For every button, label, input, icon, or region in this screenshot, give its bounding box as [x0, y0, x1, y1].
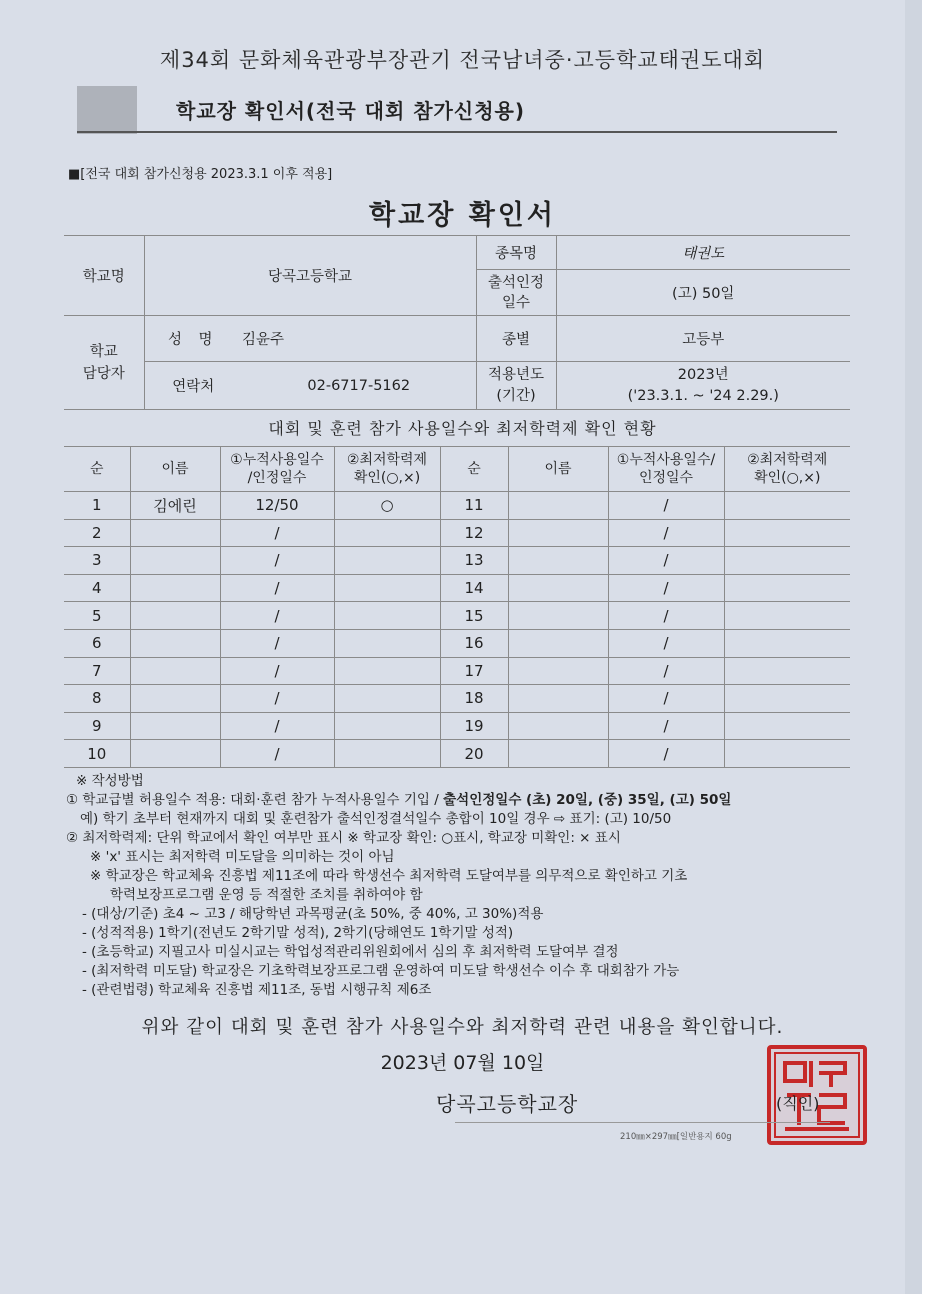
- row-no: 2: [64, 519, 130, 547]
- row-days: /: [220, 712, 334, 740]
- table-header-row: [64, 447, 850, 492]
- table-row: [64, 629, 850, 657]
- header-name-2: 이름: [508, 447, 608, 492]
- row-min-2: [724, 712, 850, 740]
- header-no-2: 순: [440, 447, 508, 492]
- header-min-2: ②최저학력제 확인(○,×): [724, 447, 850, 492]
- manager-name-label: 성 명: [144, 316, 242, 362]
- row-min-2: [724, 629, 850, 657]
- row-name: [130, 574, 220, 602]
- category-value: 고등부: [556, 316, 850, 362]
- row-min-2: [724, 602, 850, 630]
- header-days-2: ①누적사용일수/ 인정일수: [608, 447, 724, 492]
- row-name-2: [508, 740, 608, 768]
- row-days: /: [220, 657, 334, 685]
- row-days-2: /: [608, 712, 724, 740]
- row-name-2: [508, 547, 608, 575]
- row-days: /: [220, 574, 334, 602]
- note-5: - (대상/기준) 초4 ~ 고3 / 해당학년 과목평균(초 50%, 중 40%, 고 30%)적용: [82, 906, 544, 922]
- event-title: 제34회 문화체육관광부장관기 전국남녀중·고등학교태권도대회: [159, 48, 766, 72]
- manager-label: 학교 담당자: [64, 316, 144, 410]
- note-1-example: 예) 학기 초부터 현재까지 대회 및 훈련참가 출석인정결석일수 총합이 10일 경우 ⇨ 표기: (고) 10/50: [80, 811, 672, 827]
- table-row: [64, 685, 850, 713]
- row-no-2: 14: [440, 574, 508, 602]
- applicability-note: ■[전국 대회 참가신청용 2023.3.1 이후 적용]: [68, 167, 333, 182]
- row-name-2: [508, 492, 608, 520]
- note-2: ② 최저학력제: 단위 학교에서 확인 여부만 표시 ※ 학교장 확인: ○표시, 학교장 미확인: × 표시: [66, 830, 621, 846]
- row-name: [130, 519, 220, 547]
- row-no: 1: [64, 492, 130, 520]
- contact-label: 연락처: [144, 362, 242, 410]
- row-no-2: 19: [440, 712, 508, 740]
- instructions: [66, 772, 731, 1000]
- row-days: /: [220, 740, 334, 768]
- row-min-2: [724, 574, 850, 602]
- attendance-days-value: (고) 50일: [556, 270, 850, 316]
- row-min: [334, 712, 440, 740]
- note-6: - (성적적용) 1학기(전년도 2학기말 성적), 2학기(당해연도 1학기말 성적): [82, 925, 514, 941]
- table-row: [64, 574, 850, 602]
- footer-rule: [455, 1122, 830, 1123]
- form-subtitle: 학교장 확인서(전국 대회 참가신청용): [176, 99, 525, 123]
- note-1: ① 학교급별 허용일수 적용: 대회·훈련 참가 누적사용일수 기입 / 출석인정일수 (초) 20일, (중) 35일, (고) 50일: [66, 792, 732, 808]
- row-min-2: [724, 740, 850, 768]
- row-no: 7: [64, 657, 130, 685]
- row-name-2: [508, 712, 608, 740]
- row-min-2: [724, 492, 850, 520]
- title-underline: [77, 131, 837, 133]
- section-title: 대회 및 훈련 참가 사용일수와 최저학력제 확인 현황: [268, 419, 657, 438]
- header-no: 순: [64, 447, 130, 492]
- table-row: [64, 547, 850, 575]
- year-label: 적용년도 (기간): [476, 362, 556, 410]
- row-min-2: [724, 657, 850, 685]
- participation-table: [64, 446, 850, 768]
- row-min: ○: [334, 492, 440, 520]
- table-row: [64, 657, 850, 685]
- contact-value: 02-6717-5162: [242, 362, 476, 410]
- paper-spec: 210㎜×297㎜[일반용지 60g: [620, 1132, 732, 1142]
- row-no-2: 11: [440, 492, 508, 520]
- row-days-2: /: [608, 602, 724, 630]
- row-no-2: 18: [440, 685, 508, 713]
- row-min-2: [724, 547, 850, 575]
- row-no: 6: [64, 629, 130, 657]
- row-name-2: [508, 519, 608, 547]
- row-min: [334, 519, 440, 547]
- header-name: 이름: [130, 447, 220, 492]
- school-name-label: 학교명: [64, 236, 144, 316]
- event-value: 태권도: [556, 236, 850, 270]
- year-value: 2023년 ('23.3.1. ~ '24 2.29.): [556, 362, 850, 410]
- row-name: [130, 602, 220, 630]
- row-min: [334, 657, 440, 685]
- note-7: - (초등학교) 지필고사 미실시교는 학업성적관리위원회에서 심의 후 최저학력 도달여부 결정: [82, 944, 619, 960]
- row-days: /: [220, 602, 334, 630]
- manager-name-value: 김윤주: [242, 316, 476, 362]
- row-days: /: [220, 547, 334, 575]
- title-marker: [77, 86, 137, 134]
- row-no-2: 17: [440, 657, 508, 685]
- attendance-days-label: 출석인정 일수: [476, 270, 556, 316]
- row-days: /: [220, 519, 334, 547]
- row-name-2: [508, 602, 608, 630]
- row-no-2: 12: [440, 519, 508, 547]
- principal-signature: 당곡고등학교장: [436, 1092, 579, 1116]
- document-title: 학교장 확인서: [369, 200, 556, 231]
- row-name-2: [508, 629, 608, 657]
- row-name-2: [508, 657, 608, 685]
- row-min-2: [724, 685, 850, 713]
- row-min: [334, 547, 440, 575]
- row-name-2: [508, 685, 608, 713]
- signing-date: 2023년 07월 10일: [380, 1052, 545, 1074]
- note-4-cont: 학력보장프로그램 운영 등 적절한 조치를 취하여야 함: [110, 887, 423, 903]
- table-row: [64, 740, 850, 768]
- row-days-2: /: [608, 519, 724, 547]
- note-4: ※ 학교장은 학교체육 진흥법 제11조에 따라 학생선수 최저학력 도달여부를 의무적으로 확인하고 기초: [90, 868, 688, 884]
- table-row: [64, 712, 850, 740]
- row-days-2: /: [608, 740, 724, 768]
- row-name: [130, 547, 220, 575]
- row-days-2: /: [608, 574, 724, 602]
- table-row: [64, 492, 850, 520]
- notes-heading: ※ 작성방법: [76, 773, 144, 789]
- row-min: [334, 740, 440, 768]
- row-no: 10: [64, 740, 130, 768]
- row-name-2: [508, 574, 608, 602]
- category-label: 종별: [476, 316, 556, 362]
- row-min: [334, 602, 440, 630]
- row-min: [334, 574, 440, 602]
- row-days-2: /: [608, 685, 724, 713]
- header-min: ②최저학력제 확인(○,×): [334, 447, 440, 492]
- row-min: [334, 685, 440, 713]
- row-name: [130, 629, 220, 657]
- row-name: [130, 740, 220, 768]
- row-name: 김에린: [130, 492, 220, 520]
- row-days: /: [220, 629, 334, 657]
- row-no: 5: [64, 602, 130, 630]
- row-days: /: [220, 685, 334, 713]
- seal-label: (직인): [776, 1094, 820, 1113]
- row-days: 12/50: [220, 492, 334, 520]
- row-days-2: /: [608, 629, 724, 657]
- row-min-2: [724, 519, 850, 547]
- row-name: [130, 657, 220, 685]
- row-days-2: /: [608, 547, 724, 575]
- table-row: [64, 519, 850, 547]
- event-label: 종목명: [476, 236, 556, 270]
- row-no-2: 20: [440, 740, 508, 768]
- row-days-2: /: [608, 492, 724, 520]
- row-no: 9: [64, 712, 130, 740]
- school-name-value: 당곡고등학교: [144, 236, 476, 316]
- table-row: [64, 602, 850, 630]
- school-info-table: [64, 235, 850, 410]
- row-no: 3: [64, 547, 130, 575]
- note-9: - (관련법령) 학교체육 진흥법 제11조, 동법 시행규칙 제6조: [82, 982, 432, 998]
- row-no-2: 16: [440, 629, 508, 657]
- note-3: ※ 'x' 표시는 최저학력 미도달을 의미하는 것이 아님: [90, 849, 395, 865]
- row-no-2: 15: [440, 602, 508, 630]
- header-days: ①누적사용일수 /인정일수: [220, 447, 334, 492]
- row-min: [334, 629, 440, 657]
- row-no: 4: [64, 574, 130, 602]
- row-name: [130, 712, 220, 740]
- note-8: - (최저학력 미도달) 학교장은 기초학력보장프로그램 운영하여 미도달 학생선수 이수 후 대회참가 가능: [82, 963, 680, 979]
- row-name: [130, 685, 220, 713]
- row-days-2: /: [608, 657, 724, 685]
- confirmation-statement: 위와 같이 대회 및 훈련 참가 사용일수와 최저학력 관련 내용을 확인합니다.: [141, 1017, 784, 1038]
- row-no: 8: [64, 685, 130, 713]
- row-no-2: 13: [440, 547, 508, 575]
